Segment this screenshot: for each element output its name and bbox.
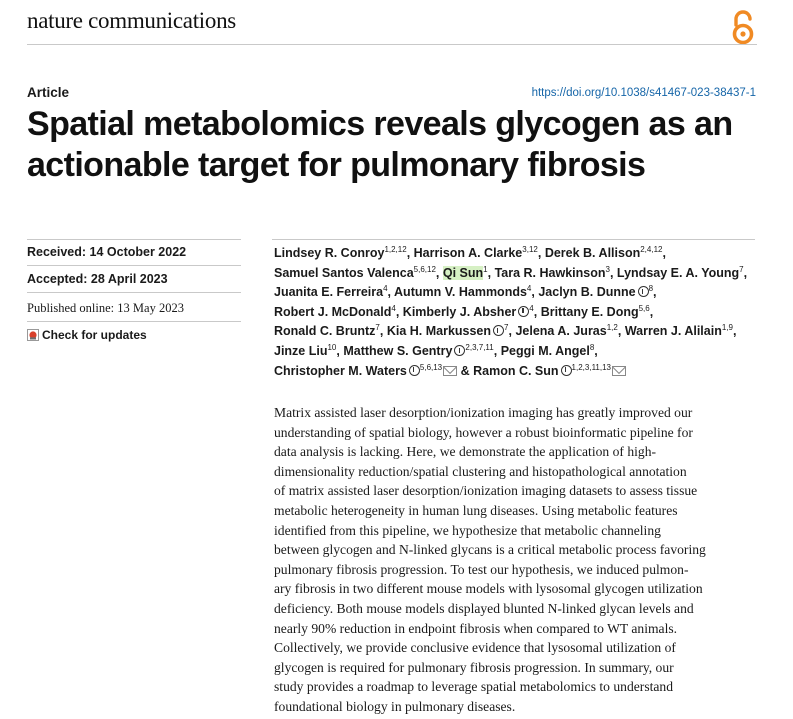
affiliation-marker: 4 — [529, 303, 534, 313]
abstract — [274, 403, 764, 717]
affiliation-marker: 1,2,3,11,13 — [571, 362, 611, 372]
affiliation-marker: 8 — [648, 284, 654, 294]
author-name: Brittany E. Dong — [540, 304, 639, 319]
check-for-updates-button[interactable] — [27, 328, 147, 342]
article-type: Article — [27, 85, 70, 100]
affiliation-marker: 2,4,12 — [640, 245, 663, 254]
author-separator: , — [435, 265, 440, 280]
abstract-line: ary fibrosis in two different mouse models with lysosomal glycogen utilization — [274, 581, 703, 597]
author-name: Derek B. Allison — [544, 246, 641, 260]
author-name: Jelena A. Juras — [515, 324, 607, 339]
author-name: Christopher M. Waters — [274, 363, 407, 378]
affiliation-marker: 5,6 — [638, 303, 650, 313]
affiliation-marker: 5,6,13 — [419, 362, 443, 372]
affiliation-marker: 1 — [483, 264, 488, 274]
author-name: Kimberly J. Absher — [402, 304, 517, 319]
affiliation-marker: 3 — [605, 264, 610, 274]
author-separator: , — [653, 285, 657, 300]
author-separator: , — [531, 285, 535, 300]
author-name: Peggi M. Angel — [500, 343, 590, 358]
article-title — [27, 104, 777, 186]
meta-rule — [27, 265, 241, 266]
author[interactable] — [274, 266, 439, 280]
author-separator: , — [487, 265, 492, 280]
author[interactable] — [473, 364, 626, 378]
abstract-line: pulmonary fibrosis progression. To test our hypothesis, we induced pulmon- — [274, 561, 689, 577]
author-separator: , — [395, 304, 400, 319]
author-name: Autumn V. Hammonds — [394, 285, 527, 300]
author[interactable] — [274, 246, 410, 260]
author-separator: , — [743, 265, 748, 280]
author-name: Harrison A. Clarke — [413, 246, 523, 260]
abstract-line: identified from this pipeline, we hypothesize that metabolic channeling — [274, 522, 661, 538]
author-name: Juanita E. Ferreira — [274, 285, 384, 300]
affiliation-marker: 1,2,12 — [384, 245, 407, 254]
author-name: Matthew S. Gentry — [343, 343, 453, 358]
author-name: Ronald C. Bruntz — [274, 324, 376, 339]
author-name: Kia H. Markussen — [386, 324, 492, 339]
orcid-icon[interactable] — [561, 365, 572, 376]
author[interactable] — [443, 266, 491, 280]
author[interactable] — [617, 266, 747, 280]
author-separator: , — [537, 246, 542, 260]
affiliation-marker: 5,6,12 — [413, 264, 436, 274]
abstract-line: glycogen is required for pulmonary fibrosis progression. In summary, our — [274, 659, 674, 675]
author[interactable] — [387, 324, 512, 338]
author[interactable] — [274, 324, 383, 338]
author-line — [274, 322, 764, 342]
meta-rule — [27, 239, 241, 240]
published-date: Published online: 13 May 2023 — [27, 301, 184, 315]
affiliation-marker: 4 — [383, 284, 388, 294]
affiliation-marker: 7 — [504, 323, 509, 333]
abstract-line: between glycogen and N-linked glycans is a critical metabolic process favoring — [274, 542, 706, 558]
author-name: Lyndsay E. A. Young — [616, 265, 740, 280]
author-separator: , — [336, 343, 340, 358]
open-access-lock-icon — [730, 10, 756, 46]
orcid-icon[interactable] — [493, 325, 504, 336]
affiliation-marker: 1,9 — [721, 323, 733, 333]
author[interactable] — [538, 285, 656, 299]
author-name: Lindsey R. Conroy — [274, 246, 385, 260]
author-separator: , — [533, 304, 538, 319]
abstract-line: dimensionality reduction/spatial clustering and histopathological annotation — [274, 463, 687, 479]
affiliation-marker: 2,3,7,11 — [465, 342, 494, 352]
orcid-icon[interactable] — [409, 365, 420, 376]
affiliation-marker: 10 — [327, 342, 337, 352]
author[interactable] — [274, 344, 340, 358]
author-name: Jinze Liu — [274, 343, 328, 358]
journal-name[interactable]: nature communications — [27, 8, 236, 33]
author-name: Qi Sun — [442, 265, 484, 280]
author-separator: , — [609, 265, 614, 280]
meta-rule — [27, 321, 241, 322]
abstract-line: study provides a roadmap to leverage spatial metabolomics to understand — [274, 679, 674, 695]
author[interactable] — [274, 364, 457, 378]
author[interactable] — [403, 305, 537, 319]
abstract-line: Matrix assisted laser desorption/ionization imaging has greatly improved our — [274, 405, 693, 420]
author-line — [274, 283, 764, 303]
email-icon[interactable] — [612, 366, 626, 376]
affiliation-marker: 4 — [391, 303, 396, 313]
author-name: Tara R. Hawkinson — [494, 265, 606, 280]
abstract-line: understanding of spatial biology, however a robust bioinformatic pipeline for — [274, 424, 693, 440]
title-line: actionable target for pulmonary fibrosis — [27, 146, 646, 184]
header-rule — [27, 44, 757, 45]
received-date: Received: 14 October 2022 — [27, 245, 187, 259]
author-name: Jaclyn B. Dunne — [538, 285, 636, 300]
author-separator: , — [387, 285, 392, 300]
author-separator: , — [508, 324, 512, 339]
author[interactable] — [545, 246, 666, 260]
author-line — [274, 264, 764, 284]
author-separator: , — [379, 324, 384, 339]
author-list — [274, 244, 764, 381]
author-line — [274, 244, 764, 264]
affiliation-marker: 1,2 — [606, 323, 618, 333]
author-name: Samuel Santos Valenca — [274, 265, 414, 280]
orcid-icon[interactable] — [638, 286, 649, 297]
affiliation-marker: 4 — [526, 284, 532, 294]
email-icon[interactable] — [443, 366, 457, 376]
title-line: Spatial metabolomics reveals glycogen as an — [27, 105, 733, 143]
abstract-line: Collectively, we provide conclusive evidence that lysosomal utilization of — [274, 640, 676, 656]
author-line — [274, 303, 764, 323]
author-name: Ramon C. Sun — [473, 363, 559, 378]
author-separator: , — [406, 246, 411, 260]
doi-link[interactable]: https://doi.org/10.1038/s41467-023-38437-1 — [531, 87, 756, 99]
author-line — [274, 342, 764, 362]
author-separator: , — [617, 324, 622, 339]
check-for-updates-icon — [27, 329, 39, 341]
author-separator: , — [594, 343, 598, 358]
author[interactable] — [394, 285, 535, 299]
author[interactable] — [343, 344, 497, 358]
author[interactable] — [274, 305, 399, 319]
abstract-line: deficiency. Both mouse models displayed blunted N-linked glycan levels and — [274, 600, 694, 616]
abstract-line: of matrix assisted laser desorption/ionization imaging datasets to assess tissue — [274, 483, 698, 499]
affiliation-marker: 7 — [375, 323, 380, 333]
meta-rule — [27, 292, 241, 293]
orcid-icon[interactable] — [518, 306, 529, 317]
abstract-line: nearly 90% reduction in endpoint fibrosis when compared to WT animals. — [274, 620, 678, 636]
author[interactable] — [541, 305, 654, 319]
affiliation-marker: 3,12 — [522, 245, 538, 254]
author-separator: , — [493, 343, 498, 358]
author-separator: , — [662, 246, 666, 260]
author[interactable] — [414, 246, 542, 260]
abstract-line: data analysis is lacking. Here, we demonstrate the application of high- — [274, 444, 657, 460]
affiliation-marker: 7 — [739, 264, 744, 274]
affiliation-marker: 8 — [589, 342, 595, 352]
author[interactable] — [495, 266, 614, 280]
author-name: Warren J. Alilain — [624, 324, 722, 339]
author-line: Christopher M. Waters $^{5,6,13}$ & Ramon C. Sun $^{1,2,3,11,13}$ — [274, 362, 764, 382]
author-name: Robert J. McDonald — [274, 304, 392, 319]
author[interactable] — [625, 324, 737, 338]
check-for-updates-label: Check for updates — [42, 328, 147, 342]
orcid-icon[interactable] — [454, 345, 465, 356]
author[interactable] — [501, 344, 598, 358]
abstract-line: metabolic heterogeneity in human lung diseases. Using metabolic features — [274, 502, 678, 518]
author[interactable] — [274, 285, 391, 299]
author[interactable] — [515, 324, 621, 338]
abstract-line: foundational biology in pulmonary diseases. — [274, 698, 516, 714]
author-separator: , — [649, 304, 654, 319]
accepted-date: Accepted: 28 April 2023 — [27, 272, 168, 286]
authors-rule — [272, 239, 755, 240]
author-separator: , — [732, 324, 737, 339]
